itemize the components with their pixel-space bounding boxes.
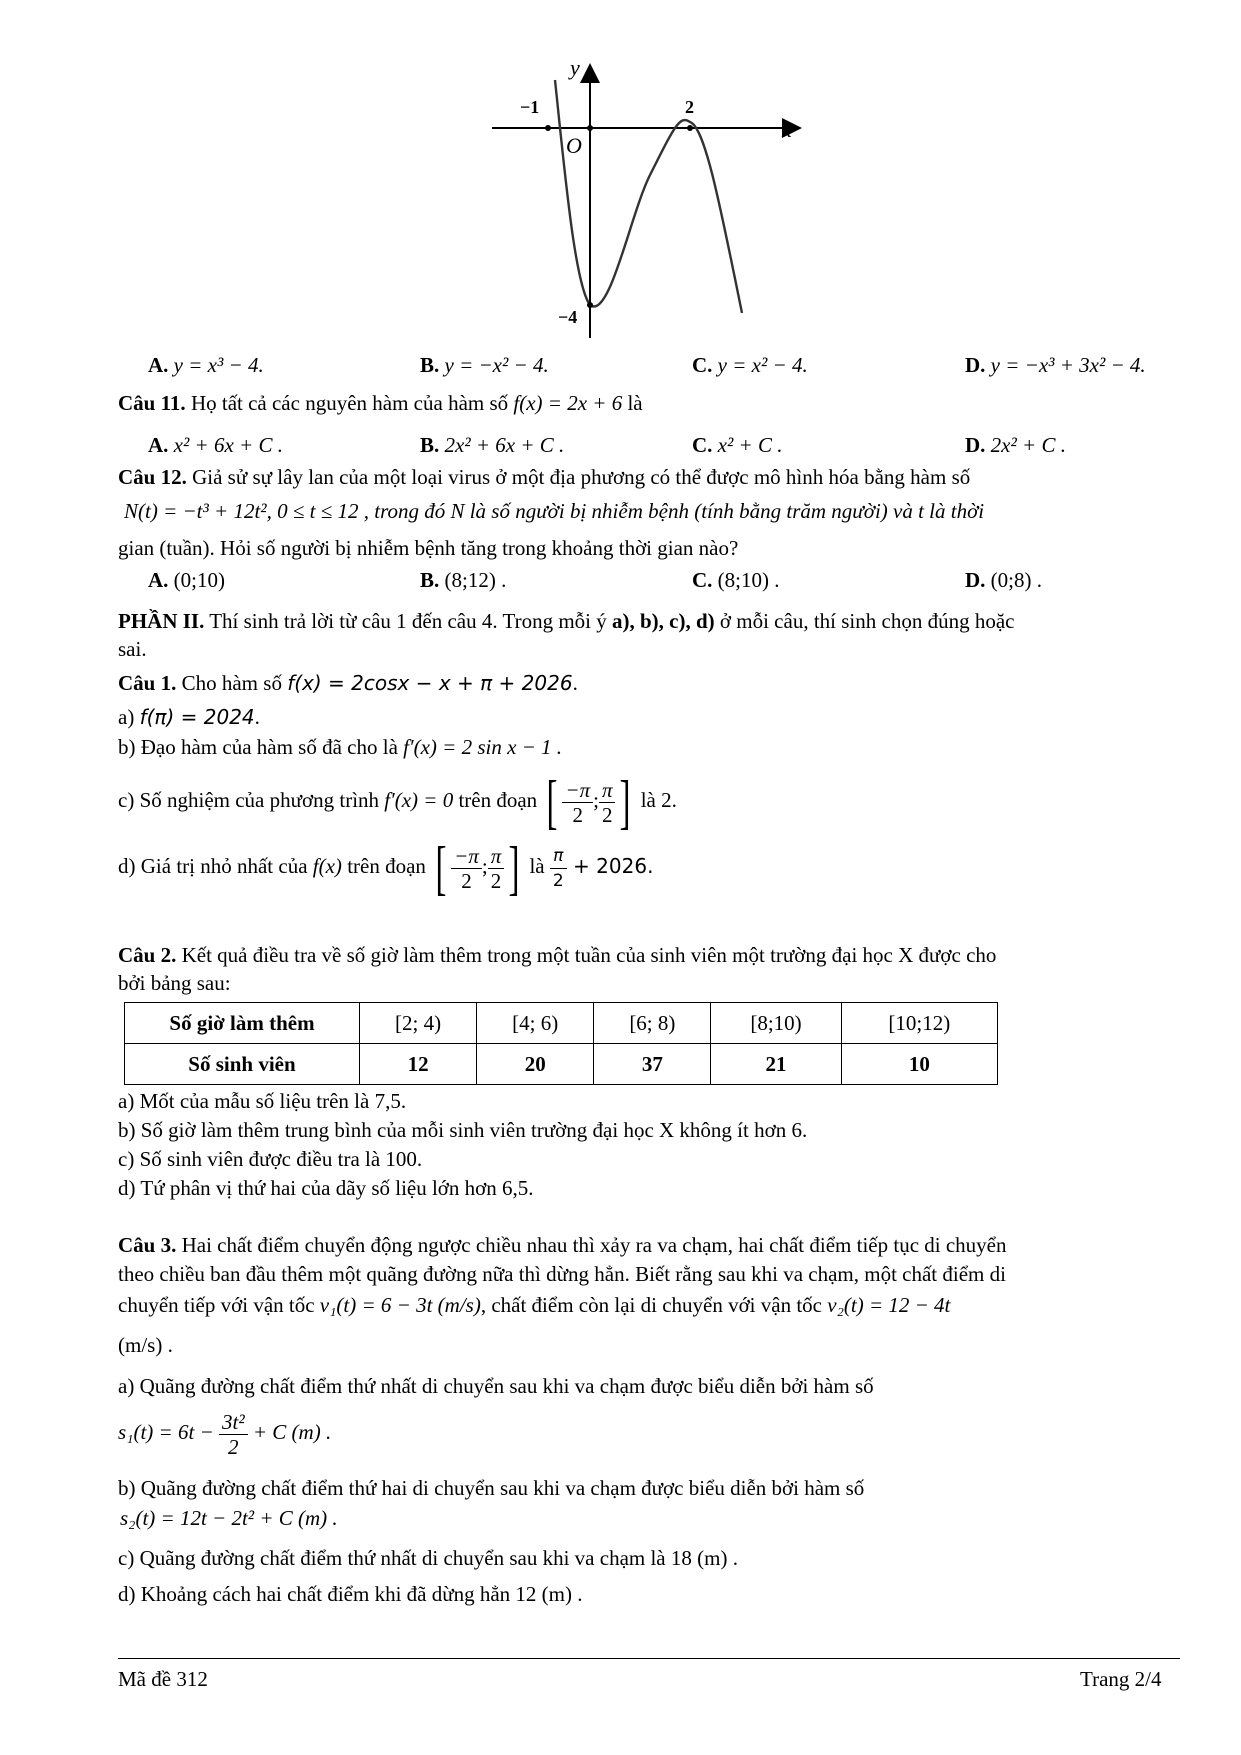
p2q1-stem: Câu 1. Cho hàm số f(x) = 2cosx − x + π + 2026. <box>118 671 578 695</box>
table-cell: [8;10) <box>711 1003 841 1044</box>
p2q3-a-formula[interactable]: s₁(t) = 6t − $\frac{\text{3t²}}{2}$ + C (m) . <box>118 1409 332 1459</box>
table-cell: [10;12) <box>841 1003 997 1044</box>
origin-label: O <box>566 133 582 158</box>
p2q2-c[interactable]: c) Số sinh viên được điều tra là 100. <box>118 1147 423 1171</box>
point-origin <box>587 125 593 131</box>
p2q2-a[interactable]: a) Mốt của mẫu số liệu trên là 7,5. <box>118 1089 407 1113</box>
table-header-students: Số sinh viên <box>125 1044 360 1085</box>
q10-option-b[interactable]: B. y = −x² − 4. <box>420 353 549 377</box>
q11-option-a[interactable]: A. x² + 6x + C . <box>148 433 283 457</box>
p2q1-d[interactable]: d) Giá trị nhỏ nhất của f(x) trên đoạn [ $\frac{-\pi}{2}$ ; $\frac{\pi}{2}$ ] là $\frac{\pi}{2}$ + 2026. <box>118 835 654 902</box>
point-2 <box>687 125 693 131</box>
p2q3-stem-line4: (m/s) . <box>118 1333 173 1357</box>
q12-option-b[interactable]: B. (8;12) . <box>420 568 507 592</box>
q10-option-d[interactable]: D. y = −x³ + 3x² − 4. <box>965 353 1146 377</box>
table-row <box>125 1044 998 1085</box>
point-neg4 <box>587 302 593 308</box>
q11-stem: Câu 11. Họ tất cả các nguyên hàm của hàm số f(x) = 2x + 6 là <box>118 391 643 415</box>
p2q1-c[interactable]: c) Số nghiệm của phương trình f′(x) = 0 trên đoạn [ $\frac{-\pi}{2}$ ; $\frac{\pi}{2}$ ] là 2. <box>118 769 677 836</box>
q11-option-c[interactable]: C. x² + C . <box>692 433 783 457</box>
table-cell: 12 <box>360 1044 477 1085</box>
q10-option-c[interactable]: C. y = x² − 4. <box>692 353 808 377</box>
q12-option-d[interactable]: D. (0;8) . <box>965 568 1042 592</box>
table-cell: 10 <box>841 1044 997 1085</box>
q12-option-c[interactable]: C. (8;10) . <box>692 568 780 592</box>
point-neg1 <box>545 125 551 131</box>
y-label: y <box>570 55 580 80</box>
p2q1-b[interactable]: b) Đạo hàm của hàm số đã cho là f′(x) = 2 sin x − 1 . <box>118 735 563 759</box>
q12-stem-line2: N(t) = −t³ + 12t², 0 ≤ t ≤ 12 , trong đó N là số người bị nhiễm bệnh (tính bằng trăm người) và t là thời <box>124 499 985 523</box>
p2q3-c[interactable]: c) Quãng đường chất điểm thứ nhất di chuyển sau khi va chạm là 18 (m) . <box>118 1546 738 1570</box>
tick-neg1: −1 <box>520 97 540 117</box>
table-cell: [2; 4) <box>360 1003 477 1044</box>
table-cell: 20 <box>477 1044 594 1085</box>
table-header-hours: Số giờ làm thêm <box>125 1003 360 1044</box>
p2q3-stem-line3: chuyển tiếp với vận tốc v₁(t) = 6 − 3t (m/s), chất điểm còn lại di chuyển với vận tốc v₂(t) = 12 − 4t <box>118 1293 951 1317</box>
footer-page-number: Trang 2/4 <box>1080 1667 1162 1691</box>
p2q2-stem-line1: Câu 2. Kết quả điều tra về số giờ làm thêm trong một tuần của sinh viên một trường đại học X được cho <box>118 943 997 967</box>
footer-divider <box>118 1658 1180 1659</box>
q12-stem-line3: gian (tuần). Hỏi số người bị nhiễm bệnh tăng trong khoảng thời gian nào? <box>118 536 739 560</box>
p2q2-b[interactable]: b) Số giờ làm thêm trung bình của mỗi sinh viên trường đại học X không ít hơn 6. <box>118 1118 808 1142</box>
table-cell: 21 <box>711 1044 841 1085</box>
table-cell: [6; 8) <box>594 1003 711 1044</box>
p2q3-stem-line1: Câu 3. Hai chất điểm chuyển động ngược chiều nhau thì xảy ra va chạm, hai chất điểm tiếp tục di chuyển <box>118 1233 1007 1257</box>
q12-option-a[interactable]: A. (0;10) <box>148 568 225 592</box>
curve <box>555 80 742 313</box>
p2q2-stem-line2: bởi bảng sau: <box>118 971 231 995</box>
x-label: x <box>782 117 792 142</box>
part2-instruction: PHẦN II. Thí sinh trả lời từ câu 1 đến câu 4. Trong mỗi ý a), b), c), d) ở mỗi câu, thí sinh chọn đúng hoặc <box>118 609 1015 633</box>
p2q3-b-line1[interactable]: b) Quãng đường chất điểm thứ hai di chuyển sau khi va chạm được biểu diễn bởi hàm số <box>118 1476 865 1500</box>
table-cell: 37 <box>594 1044 711 1085</box>
part2-instruction-line2: sai. <box>118 637 147 661</box>
tick-neg4: −4 <box>558 307 578 327</box>
q11-option-b[interactable]: B. 2x² + 6x + C . <box>420 433 565 457</box>
p2q3-a-line1[interactable]: a) Quãng đường chất điểm thứ nhất di chuyển sau khi va chạm được biểu diễn bởi hàm số <box>118 1374 874 1398</box>
frequency-table <box>124 1002 998 1085</box>
p2q3-d[interactable]: d) Khoảng cách hai chất điểm khi đã dừng hẳn 12 (m) . <box>118 1582 583 1606</box>
p2q3-stem-line2: theo chiều ban đầu thêm một quãng đường nữa thì dừng hẳn. Biết rằng sau khi va chạm, một chất điểm di <box>118 1262 1006 1286</box>
q12-stem-line1: Câu 12. Giả sử sự lây lan của một loại virus ở một địa phương có thể được mô hình hóa bằng hàm số <box>118 465 971 489</box>
p2q2-d[interactable]: d) Tứ phân vị thứ hai của dãy số liệu lớn hơn 6,5. <box>118 1176 534 1200</box>
p2q3-b-formula[interactable]: s₂(t) = 12t − 2t² + C (m) . <box>120 1506 338 1530</box>
table-row <box>125 1003 998 1044</box>
tick-2: 2 <box>685 97 694 117</box>
cubic-graph <box>480 55 820 345</box>
footer-exam-code: Mã đề 312 <box>118 1667 208 1691</box>
q10-option-a[interactable]: A. y = x³ − 4. <box>148 353 264 377</box>
p2q1-a[interactable]: a) f(π) = 2024. <box>118 705 260 729</box>
q11-option-d[interactable]: D. 2x² + C . <box>965 433 1066 457</box>
table-cell: [4; 6) <box>477 1003 594 1044</box>
